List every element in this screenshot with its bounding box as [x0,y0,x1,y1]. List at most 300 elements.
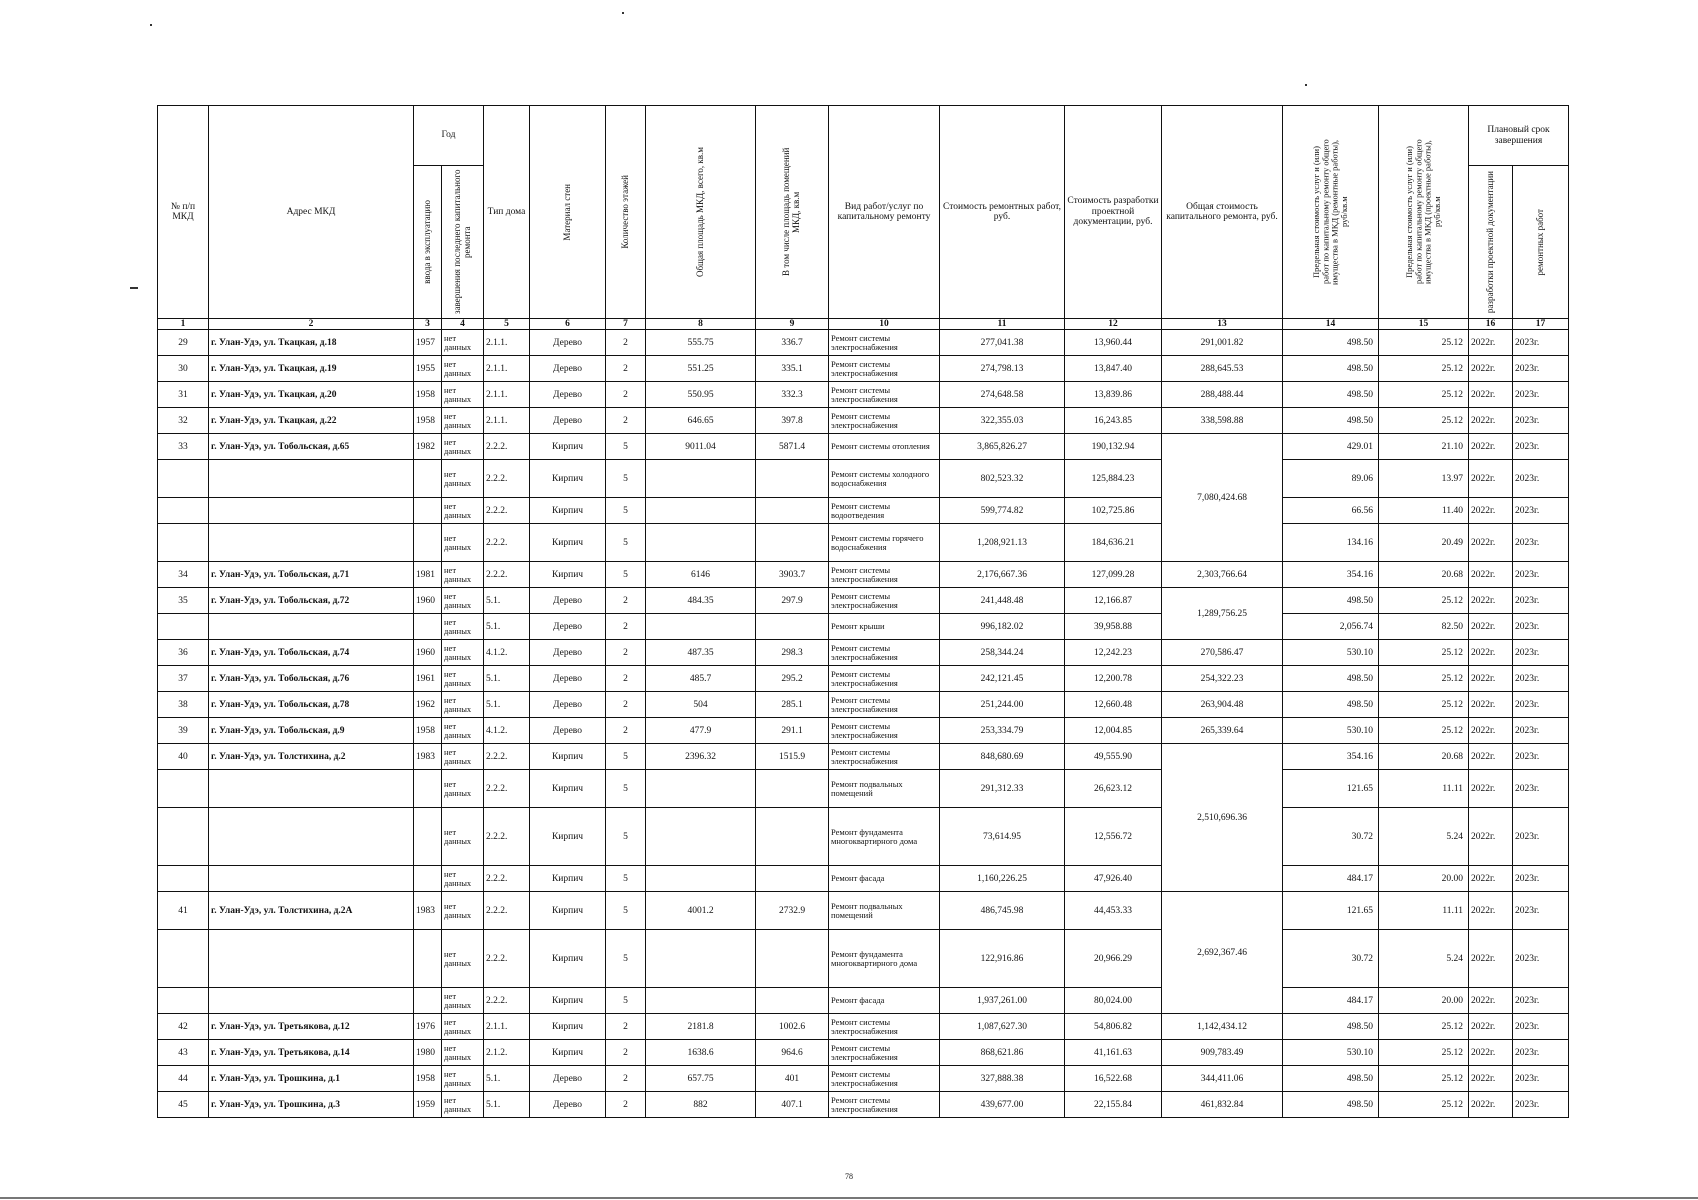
house-type-cell: 2.1.1. [484,330,530,356]
repair-cost-cell: 2,176,667.36 [940,562,1065,588]
total-area-cell [646,498,756,524]
total-area-cell [646,930,756,988]
address-cell [209,614,414,640]
year-commission-cell: 1958 [414,382,442,408]
limit-design-cell: 25.12 [1379,330,1469,356]
limit-repair-cell: 498.50 [1283,1066,1379,1092]
column-number: 5 [484,319,530,330]
repair-cost-cell: 439,677.00 [940,1092,1065,1118]
design-cost-cell: 12,556.72 [1065,808,1162,866]
table-row [158,1092,1569,1118]
repair-table-container [157,105,1568,1133]
table-row [158,692,1569,718]
premises-area-cell: 397.8 [756,408,829,434]
premises-area-cell: 3903.7 [756,562,829,588]
year-last-repair-cell: нет данных [442,744,484,770]
wall-material-cell: Дерево [530,692,606,718]
row-number: 34 [158,562,209,588]
deadline-repair-cell: 2023г. [1513,770,1569,808]
row-number: 39 [158,718,209,744]
limit-design-cell: 25.12 [1379,382,1469,408]
limit-design-cell: 11.11 [1379,892,1469,930]
deadline-design-cell: 2022г. [1469,356,1513,382]
column-number: 10 [829,319,940,330]
design-cost-cell: 49,555.90 [1065,744,1162,770]
deadline-design-cell: 2022г. [1469,588,1513,614]
house-type-cell: 2.1.1. [484,382,530,408]
table-row [158,640,1569,666]
limit-design-cell: 82.50 [1379,614,1469,640]
year-commission-cell: 1958 [414,718,442,744]
year-last-repair-cell: нет данных [442,434,484,460]
address-cell [209,930,414,988]
repair-cost-cell: 3,865,826.27 [940,434,1065,460]
address-cell: г. Улан-Удэ, ул. Тобольская, д.65 [209,434,414,460]
limit-design-cell: 25.12 [1379,588,1469,614]
year-commission-cell: 1983 [414,744,442,770]
deadline-repair-cell: 2023г. [1513,1014,1569,1040]
total-area-cell: 550.95 [646,382,756,408]
row-number: 35 [158,588,209,614]
year-commission-cell: 1958 [414,1066,442,1092]
deadline-design-cell: 2022г. [1469,988,1513,1014]
design-cost-cell: 47,926.40 [1065,866,1162,892]
work-type-cell: Ремонт фундамента многоквартирного дома [829,808,940,866]
total-area-cell [646,988,756,1014]
row-number: 37 [158,666,209,692]
wall-material-cell: Дерево [530,1092,606,1118]
limit-design-cell: 25.12 [1379,640,1469,666]
limit-design-cell: 25.12 [1379,356,1469,382]
deadline-repair-cell: 2023г. [1513,524,1569,562]
table-row [158,808,1569,866]
limit-design-cell: 25.12 [1379,718,1469,744]
column-number: 15 [1379,319,1469,330]
scan-edge-line [0,1197,1698,1199]
design-cost-cell: 127,099.28 [1065,562,1162,588]
repair-cost-cell: 327,888.38 [940,1066,1065,1092]
house-type-cell: 2.2.2. [484,930,530,988]
house-type-cell: 2.2.2. [484,460,530,498]
address-cell: г. Улан-Удэ, ул. Ткацкая, д.19 [209,356,414,382]
scan-mark [1305,84,1307,86]
wall-material-cell: Кирпич [530,988,606,1014]
year-last-repair-cell: нет данных [442,1066,484,1092]
total-cost-cell: 7,080,424.68 [1162,434,1283,562]
work-type-cell: Ремонт системы электроснабжения [829,1014,940,1040]
scan-mark [150,24,152,26]
column-number: 3 [414,319,442,330]
limit-repair-cell: 66.56 [1283,498,1379,524]
header-num: № п/п МКД [158,106,209,319]
total-area-cell: 1638.6 [646,1040,756,1066]
limit-repair-cell: 484.17 [1283,866,1379,892]
header-floors: Количество этажей [606,106,646,319]
header-limit-repair: Предельная стоимость услуг и (или) работ по капитальному ремонту общего имущества в МКД (ремонтные работы), руб/кв.м [1283,106,1379,319]
house-type-cell: 2.1.1. [484,1014,530,1040]
total-cost-cell: 2,692,367.46 [1162,892,1283,1014]
deadline-design-cell: 2022г. [1469,808,1513,866]
year-last-repair-cell: нет данных [442,770,484,808]
work-type-cell: Ремонт подвальных помещений [829,770,940,808]
capital-repair-table [157,105,1569,1118]
total-cost-cell: 338,598.88 [1162,408,1283,434]
repair-cost-cell: 322,355.03 [940,408,1065,434]
limit-design-cell: 25.12 [1379,666,1469,692]
limit-repair-cell: 498.50 [1283,330,1379,356]
wall-material-cell: Кирпич [530,498,606,524]
column-number: 16 [1469,319,1513,330]
row-number [158,614,209,640]
total-area-cell: 882 [646,1092,756,1118]
address-cell [209,498,414,524]
work-type-cell: Ремонт крыши [829,614,940,640]
year-commission-cell [414,808,442,866]
year-last-repair-cell: нет данных [442,692,484,718]
total-cost-cell: 265,339.64 [1162,718,1283,744]
address-cell: г. Улан-Удэ, ул. Третьякова, д.12 [209,1014,414,1040]
column-number: 12 [1065,319,1162,330]
repair-cost-cell: 848,680.69 [940,744,1065,770]
row-number: 45 [158,1092,209,1118]
floors-cell: 2 [606,408,646,434]
year-commission-cell: 1976 [414,1014,442,1040]
wall-material-cell: Кирпич [530,866,606,892]
wall-material-cell: Дерево [530,330,606,356]
total-cost-cell: 270,586.47 [1162,640,1283,666]
design-cost-cell: 12,200.78 [1065,666,1162,692]
floors-cell: 2 [606,356,646,382]
floors-cell: 5 [606,770,646,808]
deadline-design-cell: 2022г. [1469,498,1513,524]
deadline-design-cell: 2022г. [1469,718,1513,744]
total-cost-cell: 461,832.84 [1162,1092,1283,1118]
premises-area-cell: 336.7 [756,330,829,356]
floors-cell: 2 [606,640,646,666]
wall-material-cell: Кирпич [530,744,606,770]
deadline-repair-cell: 2023г. [1513,640,1569,666]
column-number: 9 [756,319,829,330]
column-number: 7 [606,319,646,330]
deadline-design-cell: 2022г. [1469,770,1513,808]
design-cost-cell: 22,155.84 [1065,1092,1162,1118]
year-last-repair-cell: нет данных [442,866,484,892]
limit-repair-cell: 498.50 [1283,588,1379,614]
deadline-repair-cell: 2023г. [1513,614,1569,640]
floors-cell: 2 [606,382,646,408]
limit-repair-cell: 354.16 [1283,562,1379,588]
work-type-cell: Ремонт фундамента многоквартирного дома [829,930,940,988]
design-cost-cell: 20,966.29 [1065,930,1162,988]
limit-design-cell: 25.12 [1379,1014,1469,1040]
table-row [158,498,1569,524]
wall-material-cell: Дерево [530,666,606,692]
total-area-cell: 4001.2 [646,892,756,930]
total-area-cell [646,808,756,866]
year-commission-cell [414,770,442,808]
address-cell: г. Улан-Удэ, ул. Трошкина, д.1 [209,1066,414,1092]
repair-cost-cell: 996,182.02 [940,614,1065,640]
year-commission-cell [414,988,442,1014]
floors-cell: 2 [606,614,646,640]
premises-area-cell: 335.1 [756,356,829,382]
house-type-cell: 4.1.2. [484,640,530,666]
header-address: Адрес МКД [209,106,414,319]
deadline-design-cell: 2022г. [1469,1066,1513,1092]
deadline-repair-cell: 2023г. [1513,588,1569,614]
work-type-cell: Ремонт фасада [829,866,940,892]
repair-cost-cell: 802,523.32 [940,460,1065,498]
house-type-cell: 2.2.2. [484,988,530,1014]
table-row [158,666,1569,692]
year-last-repair-cell: нет данных [442,408,484,434]
year-last-repair-cell: нет данных [442,588,484,614]
house-type-cell: 5.1. [484,1092,530,1118]
table-row [158,330,1569,356]
work-type-cell: Ремонт системы отопления [829,434,940,460]
total-area-cell: 504 [646,692,756,718]
address-cell: г. Улан-Удэ, ул. Трошкина, д.3 [209,1092,414,1118]
page-number: 78 [845,1172,853,1181]
floors-cell: 2 [606,718,646,744]
year-last-repair-cell: нет данных [442,614,484,640]
row-number: 42 [158,1014,209,1040]
year-last-repair-cell: нет данных [442,1040,484,1066]
deadline-repair-cell: 2023г. [1513,1092,1569,1118]
floors-cell: 5 [606,562,646,588]
repair-cost-cell: 599,774.82 [940,498,1065,524]
year-commission-cell: 1983 [414,892,442,930]
year-last-repair-cell: нет данных [442,666,484,692]
total-cost-cell: 2,303,766.64 [1162,562,1283,588]
header-premises-area: В том числе площадь помещений МКД, кв.м [756,106,829,319]
address-cell [209,988,414,1014]
premises-area-cell: 295.2 [756,666,829,692]
floors-cell: 5 [606,434,646,460]
design-cost-cell: 13,839.86 [1065,382,1162,408]
limit-repair-cell: 498.50 [1283,692,1379,718]
year-last-repair-cell: нет данных [442,718,484,744]
year-commission-cell: 1980 [414,1040,442,1066]
limit-repair-cell: 498.50 [1283,408,1379,434]
work-type-cell: Ремонт системы водоотведения [829,498,940,524]
header-repair-cost: Стоимость ремонтных работ, руб. [940,106,1065,319]
limit-design-cell: 13.97 [1379,460,1469,498]
address-cell: г. Улан-Удэ, ул. Тобольская, д.74 [209,640,414,666]
limit-repair-cell: 2,056.74 [1283,614,1379,640]
row-number: 43 [158,1040,209,1066]
address-cell: г. Улан-Удэ, ул. Тобольская, д.78 [209,692,414,718]
row-number: 40 [158,744,209,770]
header-deadline-repair: ремонтных работ [1513,166,1569,319]
year-last-repair-cell: нет данных [442,562,484,588]
row-number [158,460,209,498]
row-number [158,770,209,808]
year-last-repair-cell: нет данных [442,524,484,562]
deadline-design-cell: 2022г. [1469,524,1513,562]
limit-repair-cell: 89.06 [1283,460,1379,498]
limit-design-cell: 25.12 [1379,408,1469,434]
work-type-cell: Ремонт системы электроснабжения [829,356,940,382]
total-cost-cell: 1,289,756.25 [1162,588,1283,640]
limit-repair-cell: 30.72 [1283,930,1379,988]
limit-design-cell: 25.12 [1379,1066,1469,1092]
row-number [158,866,209,892]
table-row [158,408,1569,434]
repair-cost-cell: 277,041.38 [940,330,1065,356]
row-number [158,808,209,866]
total-cost-cell: 254,322.23 [1162,666,1283,692]
deadline-repair-cell: 2023г. [1513,892,1569,930]
year-last-repair-cell: нет данных [442,382,484,408]
design-cost-cell: 184,636.21 [1065,524,1162,562]
column-number: 14 [1283,319,1379,330]
row-number: 32 [158,408,209,434]
row-number: 44 [158,1066,209,1092]
total-cost-cell: 288,488.44 [1162,382,1283,408]
total-area-cell: 487.35 [646,640,756,666]
total-area-cell [646,614,756,640]
premises-area-cell [756,498,829,524]
work-type-cell: Ремонт системы электроснабжения [829,1066,940,1092]
year-commission-cell [414,930,442,988]
column-number: 17 [1513,319,1569,330]
table-row [158,1014,1569,1040]
address-cell: г. Улан-Удэ, ул. Ткацкая, д.22 [209,408,414,434]
premises-area-cell: 2732.9 [756,892,829,930]
design-cost-cell: 12,660.48 [1065,692,1162,718]
address-cell: г. Улан-Удэ, ул. Ткацкая, д.18 [209,330,414,356]
total-cost-cell: 909,783.49 [1162,1040,1283,1066]
repair-cost-cell: 486,745.98 [940,892,1065,930]
wall-material-cell: Кирпич [530,892,606,930]
limit-design-cell: 20.49 [1379,524,1469,562]
design-cost-cell: 39,958.88 [1065,614,1162,640]
table-header [158,106,1569,330]
repair-cost-cell: 1,208,921.13 [940,524,1065,562]
repair-cost-cell: 274,648.58 [940,382,1065,408]
floors-cell: 5 [606,744,646,770]
repair-cost-cell: 868,621.86 [940,1040,1065,1066]
row-number: 29 [158,330,209,356]
work-type-cell: Ремонт системы электроснабжения [829,692,940,718]
address-cell: г. Улан-Удэ, ул. Толстихина, д.2 [209,744,414,770]
premises-area-cell: 401 [756,1066,829,1092]
column-number: 13 [1162,319,1283,330]
address-cell [209,524,414,562]
house-type-cell: 5.1. [484,666,530,692]
deadline-repair-cell: 2023г. [1513,408,1569,434]
premises-area-cell [756,930,829,988]
work-type-cell: Ремонт фасада [829,988,940,1014]
work-type-cell: Ремонт системы электроснабжения [829,330,940,356]
wall-material-cell: Кирпич [530,930,606,988]
floors-cell: 2 [606,1014,646,1040]
limit-design-cell: 25.12 [1379,692,1469,718]
house-type-cell: 2.2.2. [484,866,530,892]
deadline-repair-cell: 2023г. [1513,562,1569,588]
deadline-repair-cell: 2023г. [1513,930,1569,988]
floors-cell: 5 [606,988,646,1014]
design-cost-cell: 190,132.94 [1065,434,1162,460]
limit-repair-cell: 498.50 [1283,1092,1379,1118]
house-type-cell: 2.2.2. [484,892,530,930]
total-area-cell [646,524,756,562]
wall-material-cell: Дерево [530,640,606,666]
header-deadline-design: разработки проектной документации [1469,166,1513,319]
repair-cost-cell: 242,121.45 [940,666,1065,692]
deadline-design-cell: 2022г. [1469,460,1513,498]
total-cost-cell: 2,510,696.36 [1162,744,1283,892]
repair-cost-cell: 122,916.86 [940,930,1065,988]
address-cell [209,808,414,866]
limit-repair-cell: 498.50 [1283,1014,1379,1040]
deadline-design-cell: 2022г. [1469,892,1513,930]
header-house-type: Тип дома [484,106,530,319]
deadline-design-cell: 2022г. [1469,744,1513,770]
table-row [158,460,1569,498]
design-cost-cell: 26,623.12 [1065,770,1162,808]
deadline-design-cell: 2022г. [1469,434,1513,460]
design-cost-cell: 12,242.23 [1065,640,1162,666]
premises-area-cell: 5871.4 [756,434,829,460]
floors-cell: 5 [606,460,646,498]
column-number: 1 [158,319,209,330]
table-row [158,1066,1569,1092]
repair-cost-cell: 253,334.79 [940,718,1065,744]
header-limit-design: Предельная стоимость услуг и (или) работ по капитальному ремонту общего имущества в МКД (проектные работы), руб/кв.м [1379,106,1469,319]
premises-area-cell: 964.6 [756,1040,829,1066]
column-number: 2 [209,319,414,330]
deadline-repair-cell: 2023г. [1513,434,1569,460]
premises-area-cell: 285.1 [756,692,829,718]
repair-cost-cell: 1,937,261.00 [940,988,1065,1014]
limit-design-cell: 25.12 [1379,1092,1469,1118]
design-cost-cell: 12,166.87 [1065,588,1162,614]
repair-cost-cell: 291,312.33 [940,770,1065,808]
work-type-cell: Ремонт системы электроснабжения [829,1092,940,1118]
house-type-cell: 2.1.1. [484,408,530,434]
row-number: 36 [158,640,209,666]
deadline-design-cell: 2022г. [1469,1040,1513,1066]
premises-area-cell [756,614,829,640]
house-type-cell: 2.2.2. [484,498,530,524]
year-commission-cell: 1957 [414,330,442,356]
deadline-design-cell: 2022г. [1469,866,1513,892]
header-total-cost: Общая стоимость капитального ремонта, руб. [1162,106,1283,319]
deadline-repair-cell: 2023г. [1513,1066,1569,1092]
limit-repair-cell: 121.65 [1283,892,1379,930]
address-cell: г. Улан-Удэ, ул. Толстихина, д.2А [209,892,414,930]
premises-area-cell: 291.1 [756,718,829,744]
row-number: 30 [158,356,209,382]
deadline-repair-cell: 2023г. [1513,666,1569,692]
floors-cell: 2 [606,1066,646,1092]
design-cost-cell: 16,243.85 [1065,408,1162,434]
header-deadline: Плановый срок завершения [1469,106,1569,166]
year-commission-cell: 1955 [414,356,442,382]
row-number [158,498,209,524]
wall-material-cell: Кирпич [530,808,606,866]
limit-design-cell: 20.68 [1379,744,1469,770]
limit-repair-cell: 484.17 [1283,988,1379,1014]
deadline-repair-cell: 2023г. [1513,744,1569,770]
row-number [158,930,209,988]
repair-cost-cell: 274,798.13 [940,356,1065,382]
floors-cell: 5 [606,524,646,562]
total-area-cell: 2181.8 [646,1014,756,1040]
year-commission-cell [414,460,442,498]
